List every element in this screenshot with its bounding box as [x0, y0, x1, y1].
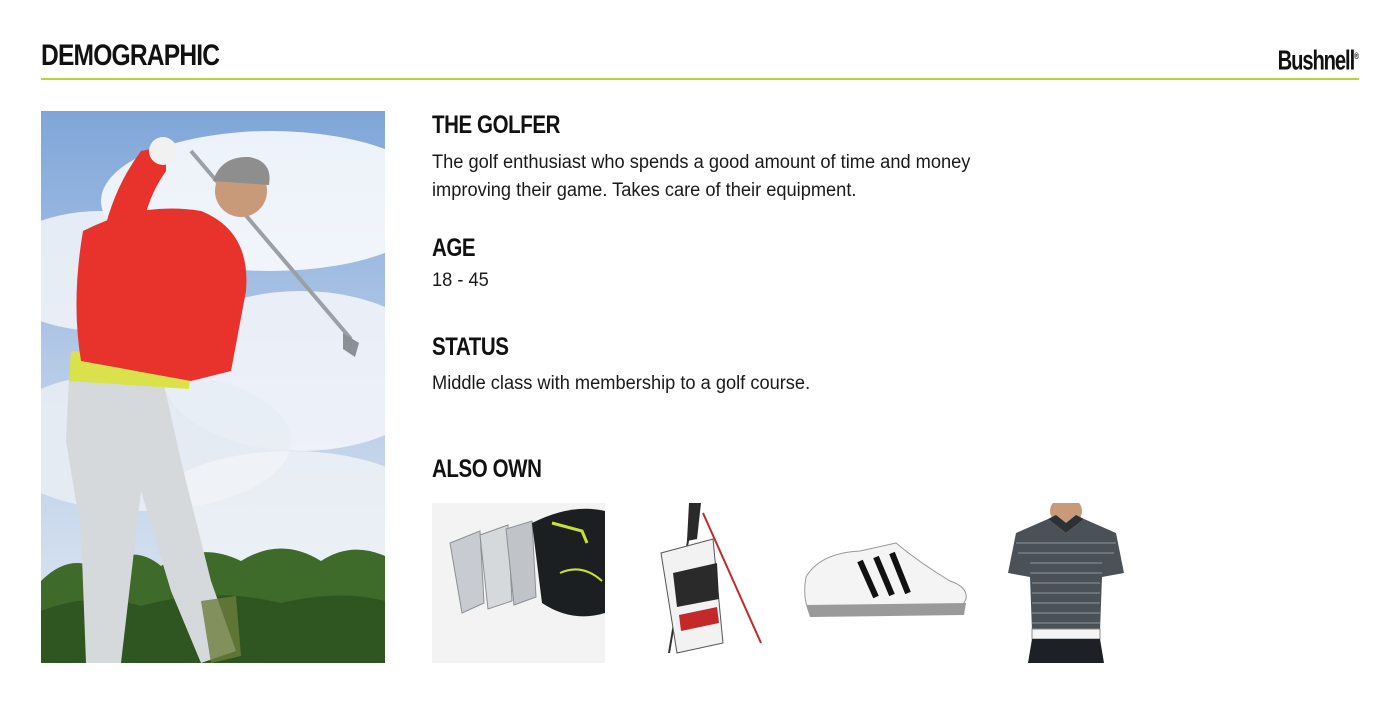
golf-bag-image: [621, 503, 778, 663]
brand-logo: [1278, 40, 1359, 76]
status-heading: STATUS: [432, 333, 509, 361]
golfer-description-line2: improving their game. Takes care of their equipment.: [432, 180, 857, 201]
header-rule: [41, 78, 1359, 80]
golfer-photo-illustration: [41, 111, 385, 663]
header: [41, 38, 1359, 80]
also-own-heading: ALSO OWN: [432, 455, 542, 483]
golfer-photo: [41, 111, 385, 663]
golf-clubs-icon: [432, 503, 605, 663]
age-value: 18 - 45: [432, 270, 489, 291]
golf-shoe-icon: [800, 503, 970, 663]
status-value: Middle class with membership to a golf course.: [432, 373, 811, 394]
brand-name: Bushnell: [1277, 44, 1355, 76]
golf-bag-icon: [621, 503, 778, 663]
golf-clubs-image: [432, 503, 605, 663]
polo-shirt-icon: [1006, 503, 1126, 663]
polo-shirt-image: [1006, 503, 1126, 663]
golf-shoe-image: [800, 503, 970, 663]
page-title: DEMOGRAPHIC: [41, 39, 220, 72]
age-heading: AGE: [432, 234, 476, 262]
golfer-description-line1: The golf enthusiast who spends a good amount of time and money: [432, 152, 971, 173]
brand-mark: ®: [1354, 51, 1359, 61]
golfer-heading: THE GOLFER: [432, 111, 561, 139]
